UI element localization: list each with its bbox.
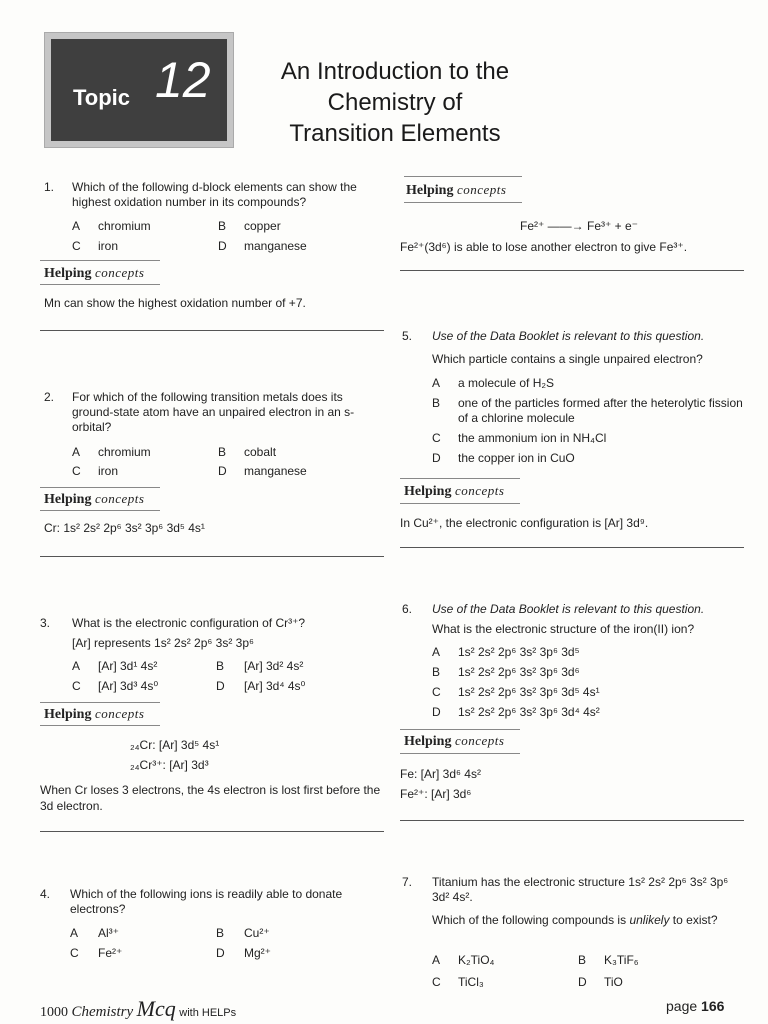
q3-stem: What is the electronic configuration of Cr³⁺? — [72, 616, 306, 630]
q6-option-b-letter: B — [432, 665, 441, 679]
q5-intro: Use of the Data Booklet is relevant to this question. — [432, 329, 705, 343]
q2-concept: Cr: 1s² 2s² 2p⁶ 3s² 3p⁶ 3d⁵ 4s¹ — [44, 521, 205, 535]
q6-number: 6. — [402, 602, 413, 616]
q3-option-b-text: [Ar] 3d² 4s² — [244, 659, 304, 673]
q1-option-a-text: chromium — [98, 219, 151, 233]
q5-option-c-text: the ammonium ion in NH₄Cl — [458, 431, 607, 445]
topic-banner — [44, 32, 234, 148]
q2-option-b-text: cobalt — [244, 445, 277, 459]
footer-with-helps: with HELPs — [179, 1007, 237, 1019]
divider — [40, 330, 384, 331]
q7-option-b-letter: B — [578, 953, 587, 967]
footer-count: 1000 — [40, 1005, 68, 1020]
helping-script: concepts — [454, 483, 505, 498]
q1-helping-heading — [44, 265, 144, 282]
q7-option-c-letter: C — [432, 975, 441, 989]
q2-option-b-letter: B — [218, 445, 227, 459]
helping-word: Helping — [406, 183, 454, 198]
q7-number: 7. — [402, 875, 413, 889]
q1-option-c-letter: C — [72, 239, 81, 253]
q2-stem: For which of the following transition metals does its ground-state atom have an unpaired electron in an s-orbital? — [72, 390, 355, 434]
q6-option-d-text: 1s² 2s² 2p⁶ 3s² 3p⁶ 3d⁴ 4s² — [458, 705, 600, 719]
q2-option-d-text: manganese — [244, 464, 307, 478]
q2-option-d-letter: D — [218, 464, 227, 478]
helping-word: Helping — [44, 492, 92, 507]
helping-script: concepts — [94, 265, 145, 280]
top-helping-heading — [406, 182, 506, 199]
title-line-2: Chemistry of — [327, 89, 463, 116]
q1-stem: Which of the following d-block elements can show the highest oxidation number in its compounds? — [72, 180, 357, 209]
page-number — [666, 998, 724, 1014]
q7-option-d-text: TiO — [604, 975, 623, 989]
q5-option-c-letter: C — [432, 431, 441, 445]
q3-concept-line-2: ₂₄Cr³⁺: [Ar] 3d³ — [130, 758, 209, 772]
q5-option-d-letter: D — [432, 451, 441, 465]
q3-option-d-letter: D — [216, 679, 225, 693]
topic-label: Topic — [73, 85, 131, 110]
q4-option-d-text: Mg²⁺ — [244, 946, 271, 960]
divider — [40, 556, 384, 557]
rule — [404, 202, 522, 203]
q4-option-c-text: Fe²⁺ — [98, 946, 123, 960]
q1-option-a-letter: A — [72, 219, 81, 233]
rule — [400, 729, 520, 730]
rule — [40, 260, 160, 261]
q7-stem: Titanium has the electronic structure 1s² 2s² 2p⁶ 3s² 3p⁶ 3d² 4s². — [432, 875, 729, 904]
q3-option-a-text: [Ar] 3d¹ 4s² — [98, 659, 158, 673]
rule — [400, 478, 520, 479]
q3-concept-line-1: ₂₄Cr: [Ar] 3d⁵ 4s¹ — [130, 738, 220, 752]
topic-banner-inner — [51, 39, 227, 141]
q4-option-c-letter: C — [70, 946, 79, 960]
q7-option-a-letter: A — [432, 953, 441, 967]
divider — [400, 820, 744, 821]
rule — [40, 284, 160, 285]
q2-option-c-text: iron — [98, 464, 119, 478]
q6-option-a-letter: A — [432, 645, 441, 659]
q3-option-c-text: [Ar] 3d³ 4s⁰ — [98, 679, 159, 693]
q6-stem: What is the electronic structure of the iron(II) ion? — [432, 622, 695, 636]
q7-question-emphasis: unlikely — [629, 913, 670, 927]
footer-brand-script: Chemistry — [71, 1004, 134, 1020]
q3-option-c-letter: C — [72, 679, 81, 693]
helping-word: Helping — [44, 707, 92, 722]
q5-option-b-letter: B — [432, 396, 441, 410]
q7-option-b-text: K₃TiF₆ — [604, 953, 639, 967]
q3-option-a-letter: A — [72, 659, 81, 673]
q6-option-a-text: 1s² 2s² 2p⁶ 3s² 3p⁶ 3d⁵ — [458, 645, 580, 659]
q7-question-text-end: to exist? — [669, 913, 718, 927]
q6-option-c-letter: C — [432, 685, 441, 699]
rule — [40, 510, 160, 511]
q1-option-d-text: manganese — [244, 239, 307, 253]
q5-option-d-text: the copper ion in CuO — [458, 451, 575, 465]
rule — [404, 176, 522, 177]
title-line-3: Transition Elements — [289, 120, 501, 147]
q3-option-b-letter: B — [216, 659, 225, 673]
title-line-1: An Introduction to the — [280, 58, 510, 85]
q5-number: 5. — [402, 329, 413, 343]
q1-option-b-letter: B — [218, 219, 227, 233]
divider — [400, 270, 744, 271]
topic-number: 12 — [155, 52, 211, 108]
q7-option-a-text: K₂TiO₄ — [458, 953, 495, 967]
q4-option-a-letter: A — [70, 926, 79, 940]
q6-option-b-text: 1s² 2s² 2p⁶ 3s² 3p⁶ 3d⁶ — [458, 665, 580, 679]
top-concept-text: Fe²⁺(3d⁶) is able to lose another electron to give Fe³⁺. — [400, 240, 688, 254]
q1-number: 1. — [44, 180, 55, 194]
q6-option-c-text: 1s² 2s² 2p⁶ 3s² 3p⁶ 3d⁵ 4s¹ — [458, 685, 600, 699]
divider — [400, 547, 744, 548]
q1-option-b-text: copper — [244, 219, 281, 233]
q4-option-b-text: Cu²⁺ — [244, 926, 270, 940]
q1-option-d-letter: D — [218, 239, 227, 253]
q6-intro: Use of the Data Booklet is relevant to this question. — [432, 602, 705, 616]
q4-option-b-letter: B — [216, 926, 225, 940]
q3-option-d-text: [Ar] 3d⁴ 4s⁰ — [244, 679, 306, 693]
q2-number: 2. — [44, 390, 55, 404]
rule — [40, 702, 160, 703]
q6-option-d-letter: D — [432, 705, 441, 719]
q7-question — [432, 913, 748, 928]
helping-word: Helping — [404, 484, 452, 499]
divider — [40, 831, 384, 832]
q5-option-a-letter: A — [432, 376, 441, 390]
q2-option-a-letter: A — [72, 445, 81, 459]
rule — [400, 753, 520, 754]
helping-script: concepts — [454, 733, 505, 748]
helping-word: Helping — [44, 266, 92, 281]
q5-helping-heading — [404, 483, 504, 500]
page-num: 166 — [701, 998, 725, 1014]
q5-concept: In Cu²⁺, the electronic configuration is [Ar] 3d⁹. — [400, 516, 649, 530]
q6-concept-line-2: Fe²⁺: [Ar] 3d⁶ — [400, 787, 472, 801]
q6-concept-line-1: Fe: [Ar] 3d⁶ 4s² — [400, 767, 481, 781]
q7-option-c-text: TiCl₃ — [458, 975, 484, 989]
helping-script: concepts — [456, 182, 507, 197]
q2-helping-heading — [44, 491, 144, 508]
helping-script: concepts — [94, 491, 145, 506]
q3-note: [Ar] represents 1s² 2s² 2p⁶ 3s² 3p⁶ — [72, 636, 254, 650]
q7-option-d-letter: D — [578, 975, 587, 989]
q2-option-c-letter: C — [72, 464, 81, 478]
q4-stem: Which of the following ions is readily able to donate electrons? — [70, 887, 343, 916]
footer-brand-mcq: Mcq — [136, 996, 176, 1021]
q7-question-text: Which of the following compounds is — [432, 913, 630, 927]
rule — [400, 503, 520, 504]
q2-option-a-text: chromium — [98, 445, 151, 459]
helping-script: concepts — [94, 706, 145, 721]
q5-stem: Which particle contains a single unpaired electron? — [432, 352, 703, 366]
q4-option-a-text: Al³⁺ — [98, 926, 119, 940]
page-word: page — [666, 998, 698, 1014]
top-concept-equation: Fe²⁺ ——→ Fe³⁺ + e⁻ — [520, 219, 639, 233]
page-title — [240, 56, 550, 149]
q3-concept-text: When Cr loses 3 electrons, the 4s electron is lost first before the 3d electron. — [40, 783, 381, 813]
rule — [40, 487, 160, 488]
rule — [40, 725, 160, 726]
q1-concept: Mn can show the highest oxidation number of +7. — [44, 296, 306, 310]
q3-number: 3. — [40, 616, 51, 630]
footer-brand — [40, 996, 236, 1022]
q5-option-b-text: one of the particles formed after the heterolytic fission of a chlorine molecule — [458, 396, 743, 425]
q1-option-c-text: iron — [98, 239, 119, 253]
q6-helping-heading — [404, 733, 504, 750]
q4-option-d-letter: D — [216, 946, 225, 960]
helping-word: Helping — [404, 734, 452, 749]
q3-helping-heading — [44, 706, 144, 723]
q4-number: 4. — [40, 887, 51, 901]
q5-option-a-text: a molecule of H₂S — [458, 376, 555, 390]
